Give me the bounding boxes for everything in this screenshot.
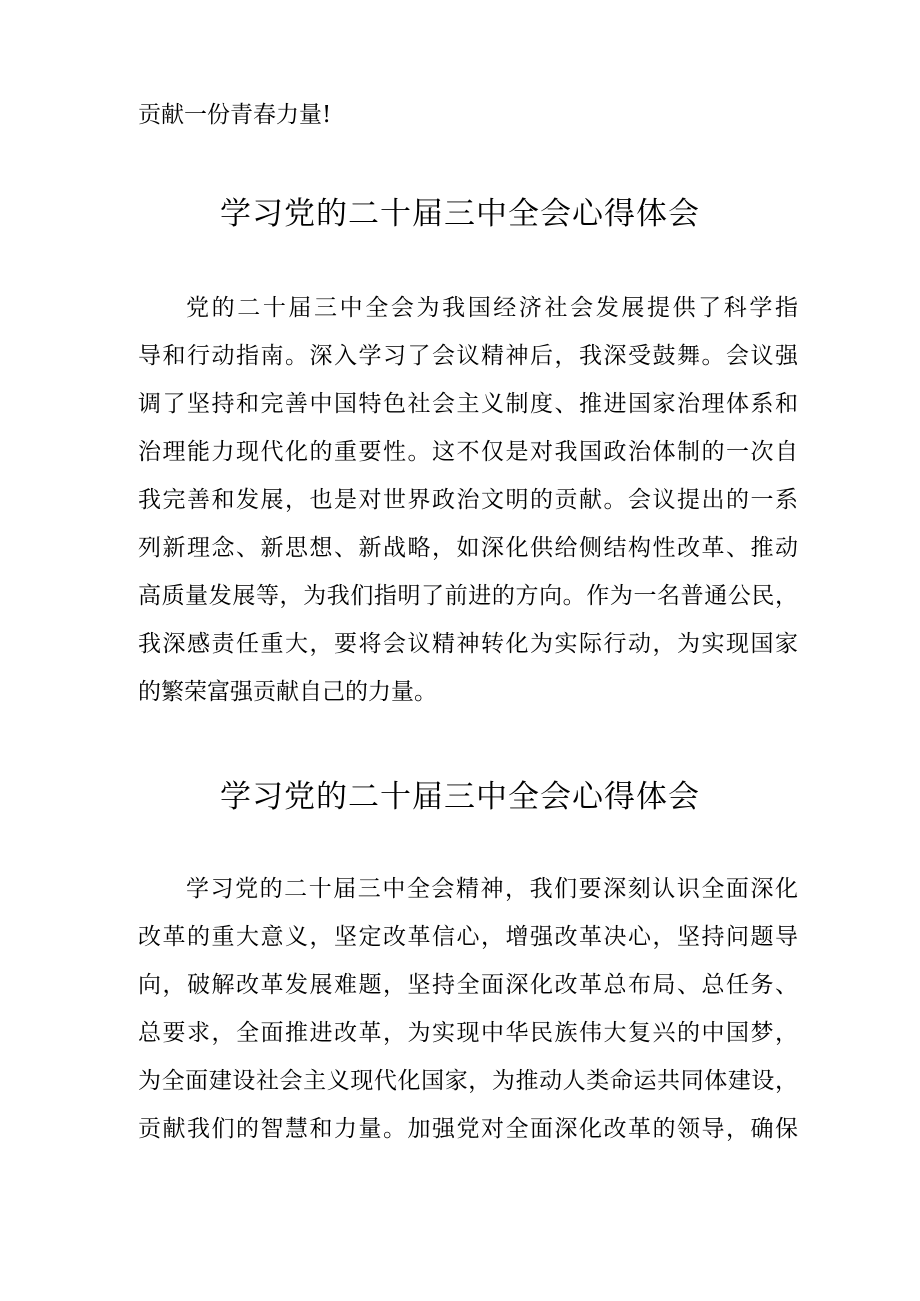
- section-2-title: 学习党的二十届三中全会心得体会: [220, 779, 700, 815]
- section-2-line: 总要求，全面推进改革，为实现中华民族伟大复兴的中国梦，: [138, 1020, 798, 1046]
- section-2-line: 贡献我们的智慧和力量。加强党对全面深化改革的领导，确保: [138, 1116, 798, 1142]
- section-1-line: 我深感责任重大，要将会议精神转化为实际行动，为实现国家: [138, 631, 798, 657]
- section-1-line: 的繁荣富强贡献自己的力量。: [138, 679, 437, 705]
- section-1-line: 党的二十届三中全会为我国经济社会发展提供了科学指: [186, 295, 798, 321]
- section-1-line: 治理能力现代化的重要性。这不仅是对我国政治体制的一次自: [138, 439, 798, 465]
- intro-line: 贡献一份青春力量!: [138, 102, 332, 128]
- section-2-line: 学习党的二十届三中全会精神，我们要深刻认识全面深化: [186, 876, 798, 902]
- section-1-line: 列新理念、新思想、新战略，如深化供给侧结构性改革、推动: [138, 535, 798, 561]
- section-1-line: 我完善和发展，也是对世界政治文明的贡献。会议提出的一系: [138, 487, 798, 513]
- section-2-line: 改革的重大意义，坚定改革信心，增强改革决心，坚持问题导: [138, 924, 798, 950]
- section-1-line: 调了坚持和完善中国特色社会主义制度、推进国家治理体系和: [138, 391, 798, 417]
- section-1-title: 学习党的二十届三中全会心得体会: [220, 196, 700, 232]
- section-2-line: 向，破解改革发展难题，坚持全面深化改革总布局、总任务、: [138, 972, 798, 998]
- section-1-line: 导和行动指南。深入学习了会议精神后，我深受鼓舞。会议强: [138, 343, 798, 369]
- section-1-line: 高质量发展等，为我们指明了前进的方向。作为一名普通公民，: [138, 583, 798, 609]
- section-2-line: 为全面建设社会主义现代化国家，为推动人类命运共同体建设，: [138, 1068, 798, 1094]
